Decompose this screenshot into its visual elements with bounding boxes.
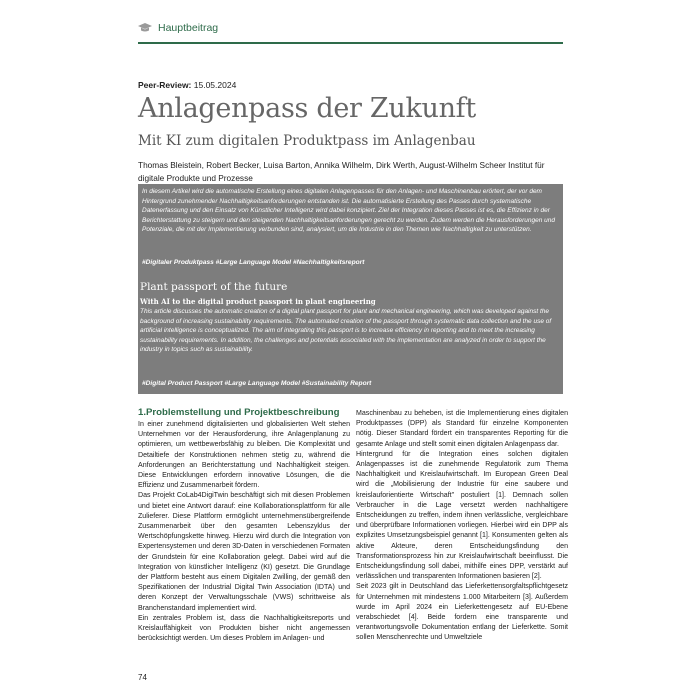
peer-review-line [138,80,236,90]
paragraph: Seit 2023 gilt in Deutschland das Lieferkettensorgfaltspflichtgesetz für Unternehmen mit mindestens 1.000 Mitarbeitern [3]. Außerdem wurde im April 2024 ein Lieferkettengesetz auf EU-Ebene verabschiedet [4]. Beide fordern eine transparente und verantwortungsvolle Dokumentation entlang der Lieferkette. Somit sollen Menschenrechte und Umweltziele [356,583,568,642]
peer-review-date: 15.05.2024 [193,80,237,90]
body-column-left [138,407,350,644]
author-list: Thomas Bleistein, Robert Becker, Luisa Barton, Annika Wilhelm, Dirk Werth, August-Wilhelm Scheer Institut für digitale Produkte und Prozesse [138,160,545,183]
keywords-german: #Digitaler Produktpass #Large Language Model #Nachhaltigkeitsreport [142,259,365,266]
peer-review-label: Peer-Review: [138,80,192,90]
graduation-cap-icon [138,23,152,33]
abstract-english: This article discusses the automatic creation of a digital plant passport for plant and mechanical engineering, which was developed against the background of increasing sustainability requirements. The automated creation of the passport through systematic data collection and the use of artificial intelligence is conceptualized. The aim of integrating this passport is to increase efficiency in reporting and to meet the increasing sustainability requirements. In addition, the challenges and potentials associated with the implementation are analyzed in order to support the industry in topics such as sustainability. [140,308,552,353]
abstract-german: In diesem Artikel wird die automatische Erstellung eines digitalen Anlagenpasses für den Anlagen- und Maschinenbau erörtert, der vor dem Hintergrund zunehmender Nachhaltigkeitsanforderungen entstanden ist. Die automatisierte Erstellung des Passes durch systematische Datenerfassung und den Einsatz von Künstlicher Intelligenz wird dabei konzipiert. Ziel der Integration dieses Passes ist es, die Effizienz in der Berichterstattung zu steigern und den steigenden Nachhaltigkeitsanforderungen gerecht zu werden. Zudem werden die Herausforderungen und Potenziale, die mit der Implementierung verbunden sind, analysiert, um die Industrie in den Themen wie Nachhaltigkeit zu unterstützen. [142,188,556,234]
paragraph: Maschinenbau zu beheben, ist die Implementierung eines digitalen Produktpasses (DPP) als Standard für einzelne Komponenten nötig. Dieser Standard fördert ein transparentes Reporting für die gesamte Anlage und stellt somit einen digitalen Anlagenpass dar. [356,410,568,448]
article-subtitle: Mit KI zum digitalen Produktpass im Anlagenbau [138,133,476,149]
keywords-english: #Digital Product Passport #Large Language Model #Sustainability Report [142,380,372,387]
abstract-box [138,184,563,394]
paragraph: Ein zentrales Problem ist, dass die Nachhaltigkeitsreports und Kreislauffähigkeit von Produkten bisher nicht angemessen berücksichtigt werden. Um dieses Problem im Anlagen- und [138,614,350,643]
page-number: 74 [138,673,147,682]
paragraph: Das Projekt CoLab4DigiTwin beschäftigt sich mit diesen Problemen und bietet eine Antwort darauf: eine Kollaborationsplattform für alle Zulieferer. Diese Plattform ermöglicht unternehmensübergreifende Zusammenarbeit über den gesamten Lebenszyklus der Wertschöpfungskette hinweg. Hierzu wird durch die Integration von Expertensystemen und deren 3D-Daten in verschiedenen Formaten der Grundstein für eine Kollaboration gelegt. Dabei wird auf die Integration von künstlicher Intelligenz (KI) gesetzt. Die Grundlage der Plattform besteht aus einem Digitalen Zwilling, der gemäß den Spezifikationen der Industrial Digital Twin Association (IDTA) und deren Konzept der Verwaltungsschale (VWS) schrittweise als Branchenstandard implementiert wird. [138,492,350,612]
body-column-right [356,409,568,644]
paragraph: Hintergrund für die Integration eines solchen digitalen Anlagenpasses ist die zunehmende Regulatorik zum Thema Nachhaltigkeit und Kreislaufwirtschaft. Im European Green Deal wird die „Mobilisierung der Industrie für eine saubere und kreislauforientierte Wirtschaft" postuliert [1]. Demnach sollen Verbraucher in die Lage versetzt werden nachhaltigere Entscheidungen zu treffen, indem ihnen verlässliche, vergleichbare und überprüfbare Informationen vorliegen. Hierbei wird ein DPP als explizites Umsetzungsbeispiel genannt [1]. Konsumenten gelten als aktive Akteure, deren Entscheidungsfindung den Transformationsprozess hin zur Kreislaufwirtschaft beeinflusst. Die Entscheidungsfindung soll dabei, mithilfe eines DPP, verstärkt auf verlässlichen und transparenten Informationen basieren [2]. [356,450,568,581]
section-heading: 1.Problemstellung und Projektbeschreibung [138,407,340,418]
english-subtitle: With AI to the digital product passport in plant engineering [140,297,376,306]
header-divider [138,42,563,44]
section-label: Hauptbeitrag [158,22,219,34]
section-header [138,22,218,34]
english-title: Plant passport of the future [140,281,288,293]
paragraph: In einer zunehmend digitalisierten und globalisierten Welt stehen Unternehmen vor der Herausforderung, ihre Anlagenplanung zu optimieren, um wettbewerbsfähig zu bleiben. Die Komplexität und Detailtiefe der Konstruktionen nehmen stetig zu, während die Anforderungen an Berichterstattung und Nachhaltigkeit steigen. Diese Entwicklungen erfordern innovative Lösungen, die die Effizienz und Zusammenarbeit fördern. [138,421,350,490]
article-title: Anlagenpass der Zukunft [138,93,476,124]
